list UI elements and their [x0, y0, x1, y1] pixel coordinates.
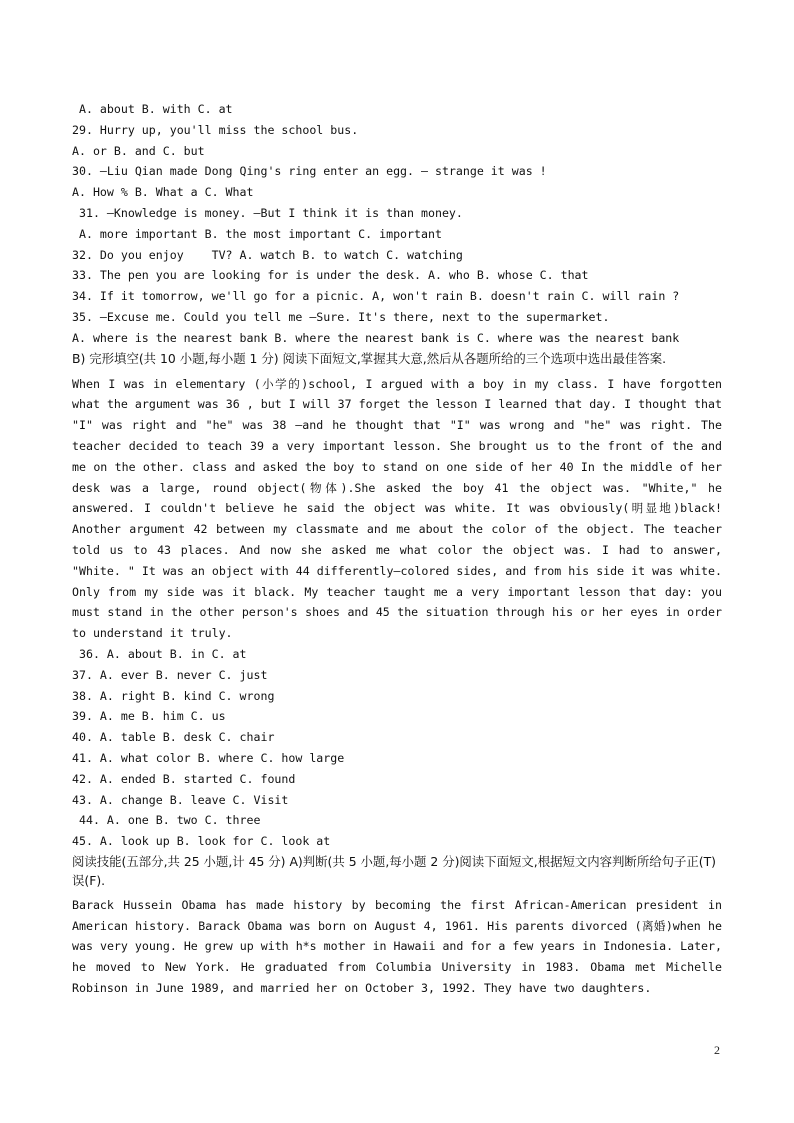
- question-line: 39. A. me B. him C. us: [72, 709, 226, 724]
- question-line: 31. —Knowledge is money. —But I think it is than money.: [72, 205, 463, 220]
- question-line: 43. A. change B. leave C. Visit: [72, 792, 289, 807]
- page-content: [72, 99, 722, 999]
- question-line: 29. Hurry up, you'll miss the school bus.: [72, 122, 359, 137]
- question-line: 41. A. what color B. where C. how large: [72, 750, 345, 765]
- question-line: A. more important B. the most important C. important: [72, 226, 442, 241]
- question-line: A. about B. with C. at: [72, 102, 233, 116]
- question-line: A. where is the nearest bank B. where the nearest bank is C. where was the nearest bank: [72, 330, 680, 345]
- question-line: 45. A. look up B. look for C. look at: [72, 834, 331, 849]
- question-line: A. or B. and C. but: [72, 143, 205, 158]
- reading-passage: Barack Hussein Obama has made history by becoming the first African-American president in American history. Barack Obama was born on August 4, 1961. His parents divorced (离婚)when he was very young. He grew up with h*s mother in Hawaii and for a few years in Indonesia. Later, he moved to New York. He graduated from Columbia University in 1983. Obama met Michelle Robinson in June 1989, and married her on October 3, 1992. They have two daughters.: [72, 897, 722, 996]
- question-line: 40. A. table B. desk C. chair: [72, 730, 275, 745]
- question-line: 44. A. one B. two C. three: [72, 813, 261, 828]
- question-line: 35. —Excuse me. Could you tell me —Sure. It's there, next to the supermarket.: [72, 309, 610, 324]
- question-line: 33. The pen you are looking for is under the desk. A. who B. whose C. that: [72, 268, 589, 283]
- question-line: A. How % B. What a C. What: [72, 185, 254, 200]
- questions-28-35: [72, 99, 722, 349]
- question-line: 38. A. right B. kind C. wrong: [72, 688, 275, 703]
- question-line: 37. A. ever B. never C. just: [72, 667, 268, 682]
- question-line: 36. A. about B. in C. at: [72, 646, 247, 661]
- cloze-section-heading: B) 完形填空(共 10 小题,每小题 1 分) 阅读下面短文,掌握其大意,然后从各题所给的三个选项中选出最佳答案.: [72, 350, 667, 366]
- question-line: 30. —Liu Qian made Dong Qing's ring enter an egg. — strange it was !: [72, 164, 547, 179]
- question-line: 32. Do you enjoy TV? A. watch B. to watch C. watching: [72, 247, 463, 262]
- reading-section-heading: 阅读技能(五部分,共 25 小题,计 45 分) A)判断(共 5 小题,每小题 2 分)阅读下面短文,根据短文内容判断所给句子正(T)误(F).: [72, 853, 717, 888]
- questions-36-45: [72, 644, 722, 852]
- question-line: 42. A. ended B. started C. found: [72, 771, 296, 786]
- cloze-passage: When I was in elementary (小学的)school, I argued with a boy in my class. I have forgotten what the argument was 36 , but I will 37 forget the lesson I learned that day. I thought that "I" was right and "he" was 38 —and he thought that "I" was wrong and "he" was right. The teacher decided to teach 39 a very important lesson. She brought us to the front of the and me on the other. class and asked the boy to stand on one side of her 40 In the middle of her desk was a large, round object(物体).She asked the boy 41 the object was. "White," he answered. I couldn't believe he said the object was white. It was obviously(明显地)black! Another argument 42 between my classmate and me about the color of the object. The teacher told us to 43 places. And now she asked me what color the object was. I had to answer, "White. " It was an object with 44 differently—colored sides, and from his side it was white. Only from my side was it black. My teacher taught me a very important lesson that day: you must stand in the other person's shoes and 45 the situation through his or her eyes in order to understand it truly.: [72, 376, 722, 641]
- question-line: 34. If it tomorrow, we'll go for a picnic. A, won't rain B. doesn't rain C. will rain ?: [72, 289, 680, 304]
- page-number: 2: [714, 1043, 720, 1057]
